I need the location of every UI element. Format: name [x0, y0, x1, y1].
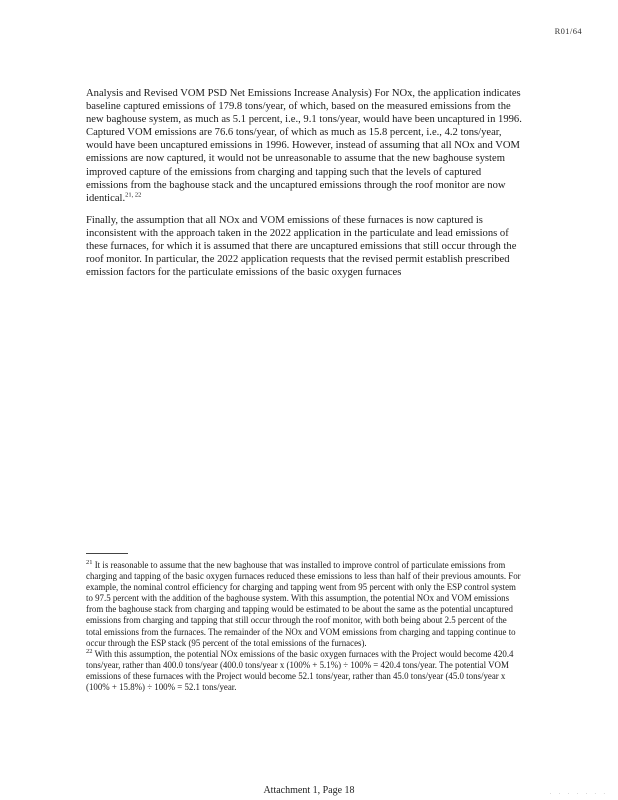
document-id: R01/64 [554, 26, 582, 36]
footnote-text: It is reasonable to assume that the new baghouse that was installed to improve control of particulate emissions from charging and tapping of the basic oxygen furnaces reduced these emissions to less than half of their previous amounts. For example, the nominal control efficiency for charging and tapping went from 95 percent with only the ESP control system to 97.5 percent with the addition of the baghouse system. With this assumption, the potential NOx and VOM emissions from the baghouse stack from charging and tapping would be estimated to be about the same as the potential uncaptured emissions from charging and tapping that still occur through the roof monitor, with both being about 2.5 percent of the total emissions from the furnaces. The remainder of the NOx and VOM emissions from charging and tapping continue to occur through the ESP stack (95 percent of the total emissions of the furnaces). [86, 560, 521, 648]
footnote-21 [86, 560, 522, 649]
footnote-number: 21 [86, 559, 93, 567]
footnote-reference[interactable]: 21, 22 [125, 191, 142, 199]
page-label: Attachment 1, Page 18 [263, 785, 355, 796]
scan-artifact-marks: · · · · · · · [549, 792, 608, 797]
body-paragraph-2: Finally, the assumption that all NOx and VOM emissions of these furnaces is now captured is inconsistent with the approach taken in the 2022 application in the particulate and lead emissions of these furnaces, for which it is assumed that there are uncaptured emissions that still occur through the roof monitor. In particular, the 2022 application requests that the revised permit establish prescribed emission factors for the particulate emissions of the basic oxygen furnaces [86, 215, 517, 279]
footnote-divider [86, 553, 128, 554]
footnote-22 [86, 649, 522, 693]
body-paragraph-1-text: Analysis and Revised VOM PSD Net Emissions Increase Analysis) For NOx, the application indicates baseline captured emissions of 179.8 tons/year, of which, based on the measured emissions from the new baghouse system, as much as 5.1 percent, i.e., 9.1 tons/year, would have been uncaptured in 1996. Captured VOM emissions are 76.6 tons/year, of which as much as 15.8 percent, i.e., 4.2 tons/year, would have been uncaptured emissions in 1996. However, instead of assuming that all NOx and VOM emissions are now captured, it would not be unreasonable to assume that the new baghouse system improved capture of the emissions from charging and tapping such that the levels of captured emissions from the baghouse stack and the uncaptured emissions through the roof monitor are now identical. [86, 88, 522, 204]
footnote-text: With this assumption, the potential NOx emissions of the basic oxygen furnaces with the Project would become 420.4 tons/year, rather than 400.0 tons/year (400.0 tons/year x (100% + 5.1%) ÷ 100% = 420.4 tons/year. The potential VOM emissions of these furnaces with the Project would become 52.1 tons/year, rather than 45.0 tons/year (45.0 tons/year x (100% + 15.8%) ÷ 100% = 52.1 tons/year. [86, 648, 514, 693]
footnote-number: 22 [86, 647, 93, 655]
body-paragraph-1 [86, 87, 522, 205]
footnotes [86, 560, 522, 693]
